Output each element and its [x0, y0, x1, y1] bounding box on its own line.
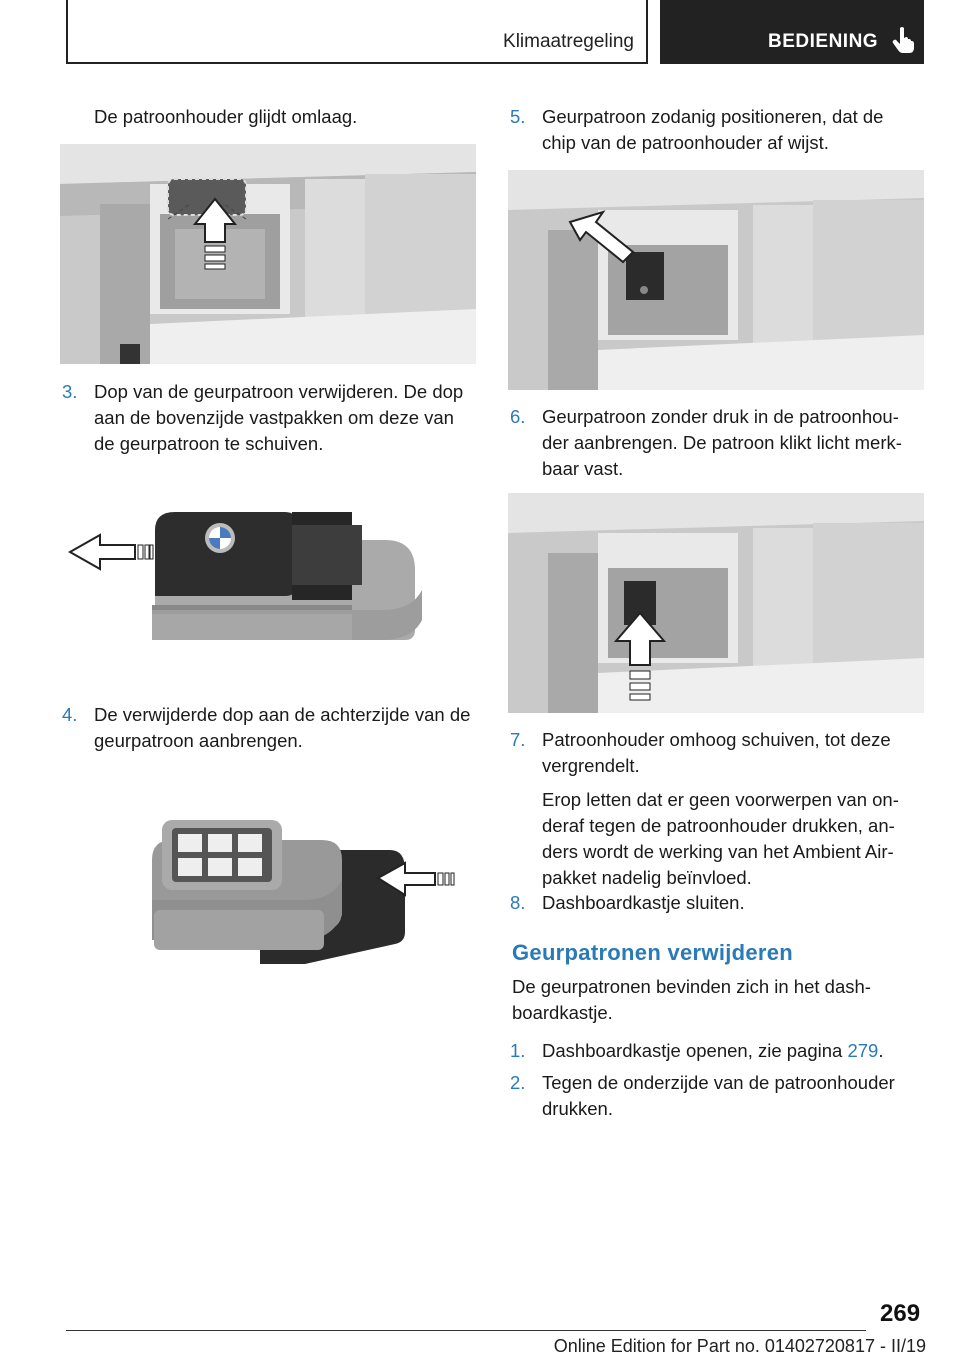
step-7-note-line-2: deraf tegen de patroonhouder drukken, an‐	[542, 815, 895, 836]
footer-edition: Online Edition for Part no. 01402720817 - II/19	[553, 1336, 926, 1356]
step-7-line-2: vergrendelt.	[542, 755, 640, 776]
step-6-line-2: der aanbrengen. De patroon klikt licht merk‐	[542, 432, 902, 453]
step-3-line-2: aan de bovenzijde vastpakken om deze van	[94, 407, 454, 428]
header-section-title: Klimaatregeling	[503, 31, 634, 52]
step-4-line-2: geurpatroon aanbrengen.	[94, 730, 303, 751]
step-7-note-line-3: ders wordt de werking van het Ambient Air-	[542, 841, 894, 862]
section-intro-line-1: De geurpatronen bevinden zich in het dash‐	[512, 976, 871, 997]
footer-divider	[66, 1330, 866, 1331]
step-number: 1.	[510, 1040, 526, 1061]
step-number: 4.	[62, 704, 78, 725]
step-number: 5.	[510, 106, 526, 127]
step-7-note-line-4: pakket nadelig beïnvloed.	[542, 867, 752, 888]
figure-cartridge-cap-removal	[60, 490, 476, 665]
step-number: 3.	[62, 381, 78, 402]
page-number: 269	[880, 1300, 921, 1327]
remove-step-2-line-1: Tegen de onderzijde van de patroonhouder	[542, 1072, 895, 1093]
section-intro	[512, 974, 871, 1026]
step-3-line-3: de geurpatroon te schuiven.	[94, 433, 324, 454]
step-5-line-1: Geurpatroon zodanig positioneren, dat de	[542, 106, 884, 127]
step-number: 6.	[510, 406, 526, 427]
header-section-tab	[66, 0, 648, 64]
figure-insert-cartridge	[508, 493, 924, 713]
step-7-line-1: Patroonhouder omhoog schuiven, tot deze	[542, 729, 891, 750]
step-4-line-1: De verwijderde dop aan de achterzijde van de	[94, 704, 471, 725]
step-3-line-1: Dop van de geurpatroon verwijderen. De dop	[94, 381, 464, 402]
step-8-text: Dashboardkastje sluiten.	[542, 892, 745, 913]
remove-step-2-line-2: drukken.	[542, 1098, 613, 1119]
step-number: 7.	[510, 729, 526, 750]
figure-holder-lowered	[60, 144, 476, 364]
header-chapter-tab	[660, 0, 924, 64]
section-heading: Geurpatronen verwijderen	[512, 940, 794, 965]
figure-cap-on-back	[60, 790, 476, 965]
step-6-line-1: Geurpatroon zonder druk in de patroonhou‐	[542, 406, 899, 427]
step-6-line-3: baar vast.	[542, 458, 624, 479]
step-5-line-2: chip van de patroonhouder af wijst.	[542, 132, 829, 153]
step-number: 8.	[510, 892, 526, 913]
step-7-note-line-1: Erop letten dat er geen voorwerpen van on‐	[542, 789, 899, 810]
remove-step-1-end: .	[878, 1040, 884, 1061]
section-intro-line-2: boardkastje.	[512, 1002, 613, 1023]
figure-position-cartridge	[508, 170, 924, 390]
remove-step-1-text: Dashboardkastje openen, zie pagina	[542, 1040, 848, 1061]
hand-pointer-icon	[892, 26, 916, 54]
intro-text: De patroonhouder glijdt omlaag.	[94, 106, 358, 127]
header-chapter-title: BEDIENING	[768, 31, 879, 52]
page-link[interactable]: 279	[847, 1040, 879, 1061]
step-number: 2.	[510, 1072, 526, 1093]
